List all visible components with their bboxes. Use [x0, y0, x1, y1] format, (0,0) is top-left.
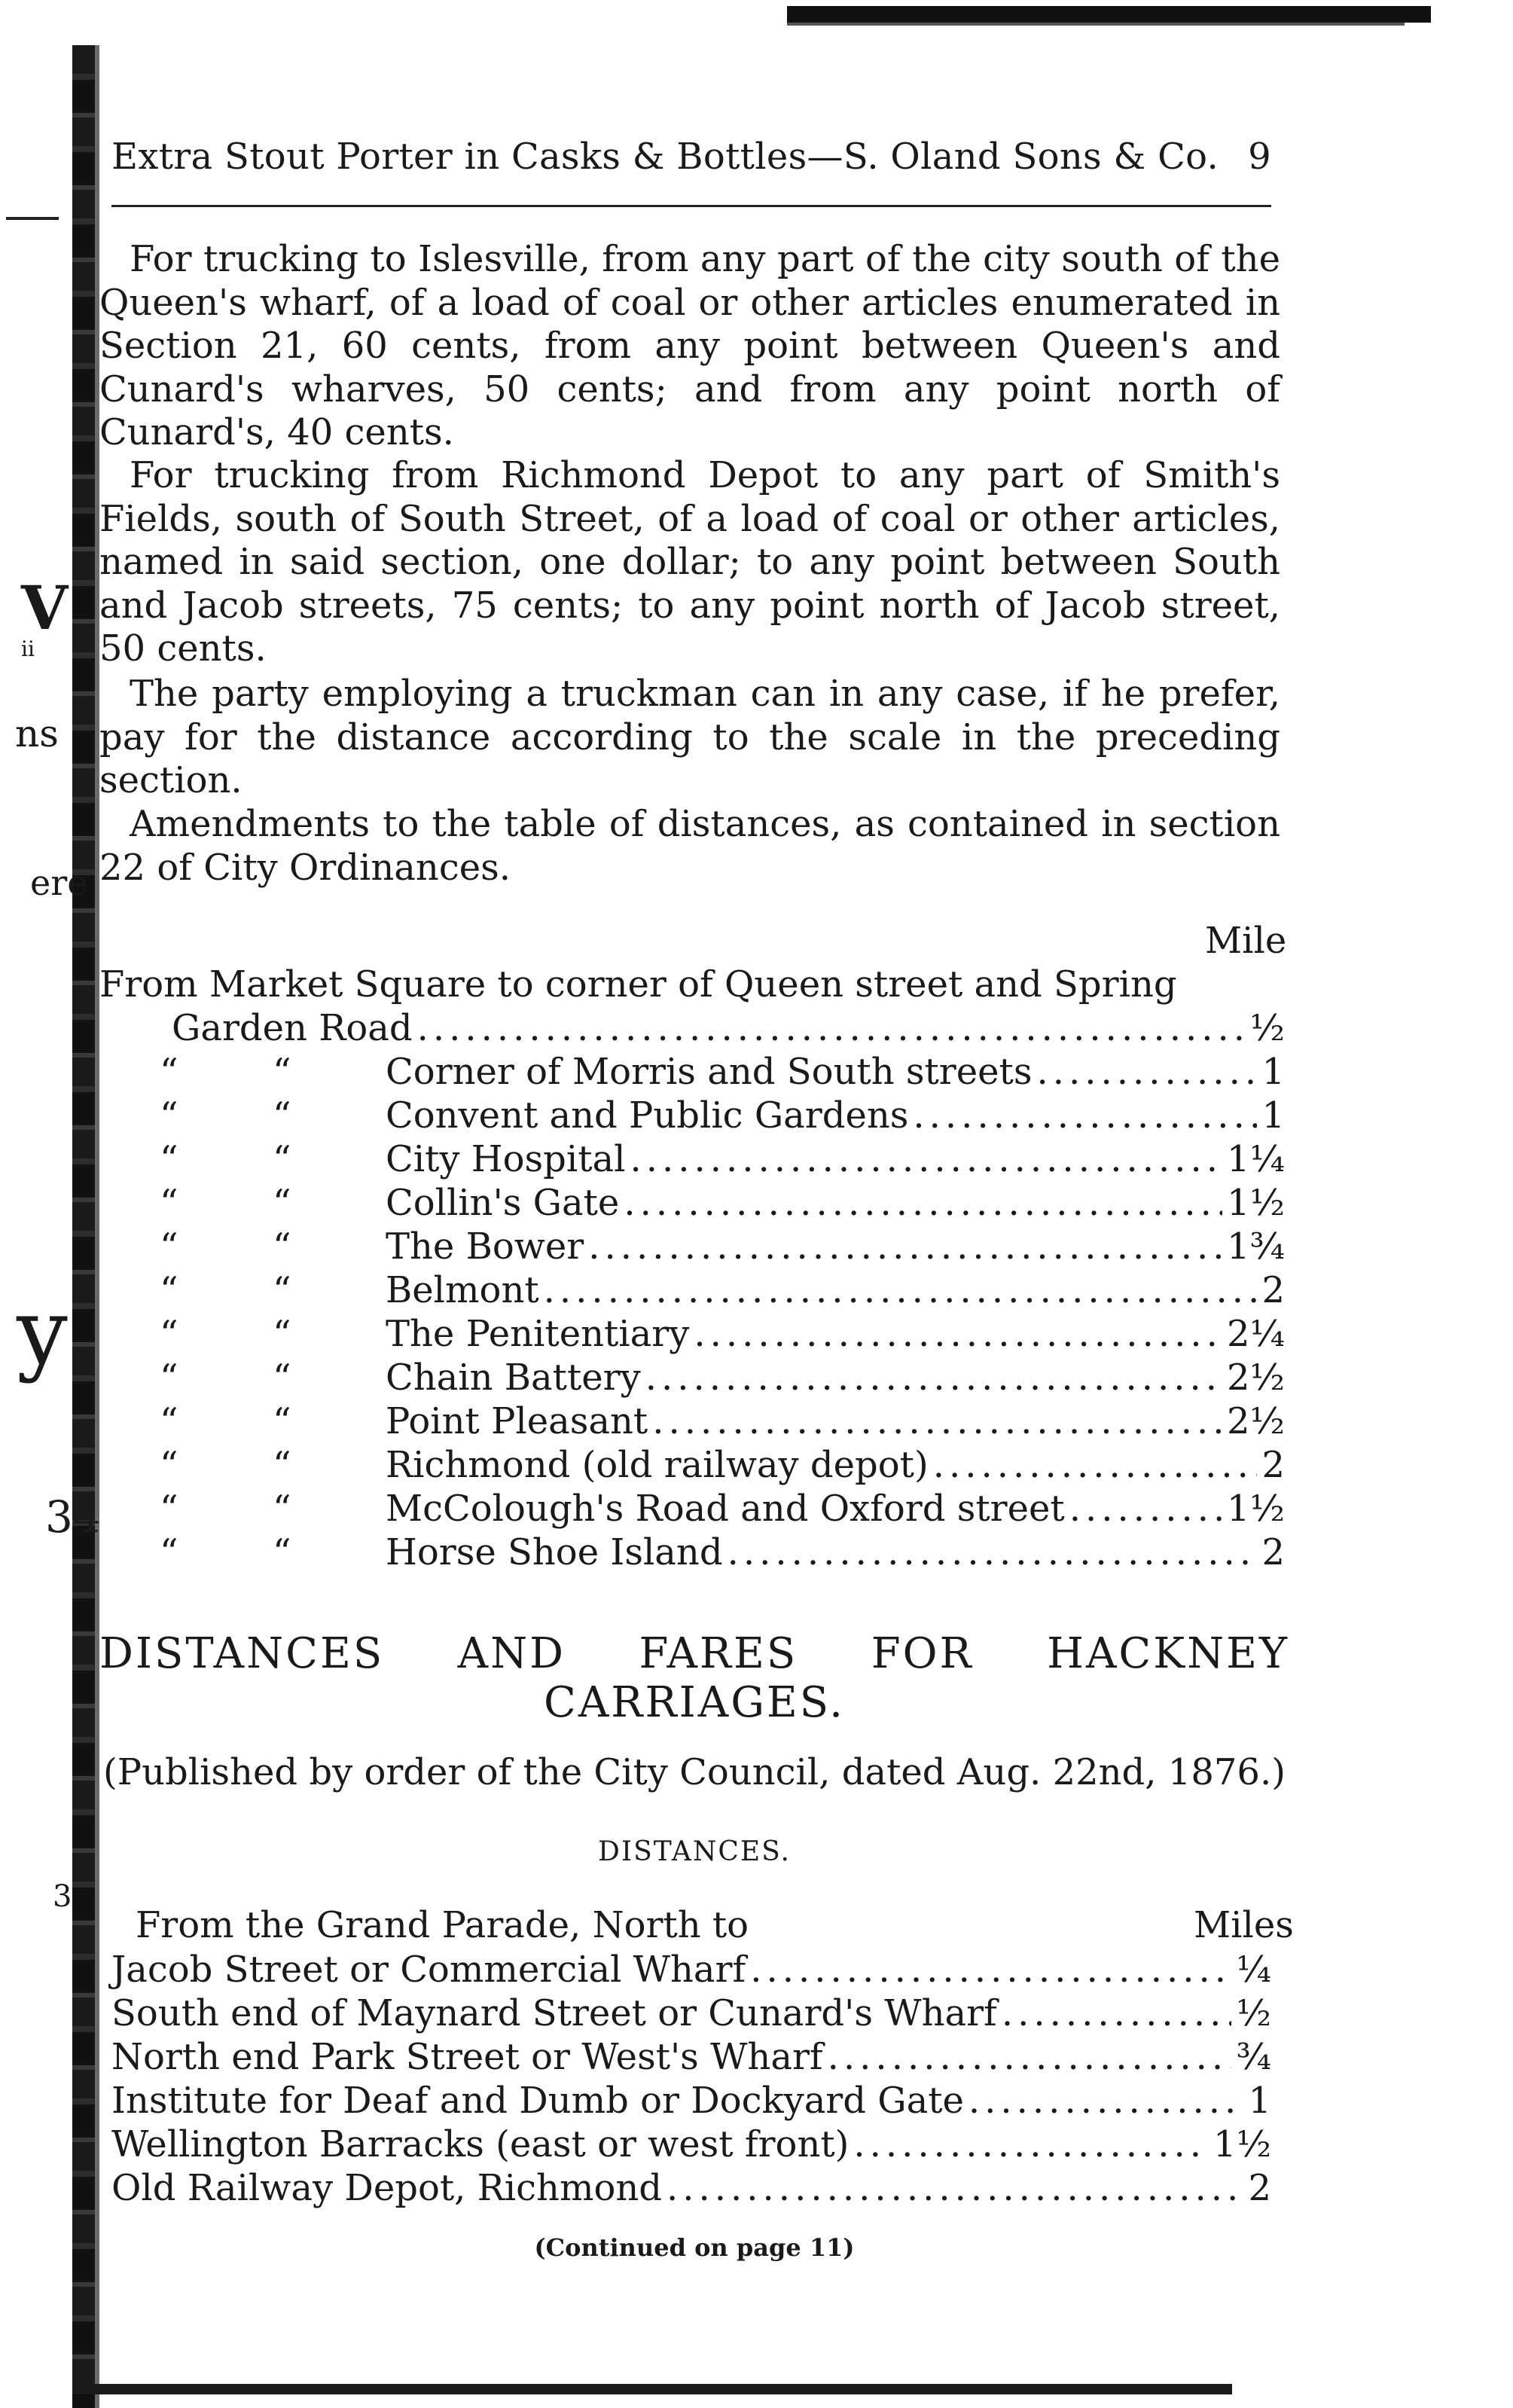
hackney-distance-row — [111, 1991, 1271, 2035]
ditto-mark: “ — [273, 1400, 291, 1442]
ditto-mark: “ — [273, 1225, 291, 1268]
section-title-word: DISTANCES — [99, 1629, 385, 1678]
ditto-mark: “ — [160, 1531, 178, 1573]
binding-spine — [72, 45, 95, 2408]
leader-dots — [667, 2166, 1243, 2210]
distance-row — [160, 1225, 1285, 1268]
ditto-mark: “ — [273, 1313, 291, 1355]
leader-dots — [544, 1268, 1258, 1312]
row-label-group — [160, 1531, 723, 1574]
row-label-group — [160, 1137, 625, 1181]
paragraph-richmond-depot — [99, 454, 1280, 671]
mile-column-header: Mile — [1205, 920, 1287, 962]
margin-dash — [6, 217, 59, 220]
leader-dots — [624, 1181, 1222, 1225]
leader-dots — [645, 1356, 1222, 1399]
row-label-group — [160, 1181, 619, 1225]
ditto-mark: “ — [273, 1138, 291, 1180]
row-value: 2½ — [1226, 1357, 1285, 1399]
ditto-mark: “ — [160, 1444, 178, 1486]
distance-row — [160, 1487, 1285, 1531]
ditto-mark: “ — [273, 1269, 291, 1311]
row-label: City Hospital — [386, 1138, 626, 1180]
ditto-mark: “ — [160, 1488, 178, 1530]
row-label-group — [160, 1356, 641, 1399]
row-label-group — [160, 1399, 648, 1443]
from-grand-parade-line: From the Grand Parade, North to — [136, 1904, 749, 1946]
ditto-mark: “ — [273, 1094, 291, 1137]
hackney-distance-row — [111, 2123, 1271, 2166]
row-value: ½ — [1236, 1992, 1271, 2034]
row-label: Garden Road — [172, 1007, 413, 1049]
paragraph-islesville — [99, 238, 1280, 455]
row-value: 1½ — [1226, 1182, 1285, 1224]
row-value: 1½ — [1226, 1488, 1285, 1530]
ditto-mark: “ — [160, 1225, 178, 1268]
distance-row — [160, 1181, 1285, 1225]
row-label: The Penitentiary — [386, 1313, 690, 1355]
row-label: Institute for Deaf and Dumb or Dockyard Gate — [111, 2080, 964, 2122]
margin-fragment: 34 — [45, 1491, 101, 1543]
ditto-mark: “ — [160, 1138, 178, 1180]
distance-row — [160, 1268, 1285, 1312]
row-value: 2 — [1261, 1531, 1285, 1573]
hackney-distance-row — [111, 2166, 1271, 2210]
row-label-group — [160, 1487, 1065, 1531]
row-label: Jacob Street or Commercial Wharf — [111, 1949, 746, 1991]
distance-row — [160, 1312, 1285, 1356]
ditto-mark: “ — [160, 1313, 178, 1355]
section-title-word: FARES — [639, 1629, 798, 1678]
ditto-mark: “ — [160, 1051, 178, 1093]
row-value: 2 — [1261, 1269, 1285, 1311]
leader-dots — [1002, 1991, 1232, 2035]
leader-dots — [828, 2035, 1232, 2079]
miles-column-header: Miles — [1194, 1904, 1294, 1946]
margin-fragment: ere — [30, 862, 88, 903]
distance-row — [160, 1531, 1285, 1574]
ditto-mark: “ — [273, 1357, 291, 1399]
ditto-mark: “ — [160, 1269, 178, 1311]
ditto-mark: “ — [273, 1444, 291, 1486]
row-label: North end Park Street or West's Wharf — [111, 2036, 823, 2078]
leader-dots — [630, 1137, 1222, 1181]
row-label: McColough's Road and Oxford street — [386, 1488, 1065, 1530]
hackney-distance-row — [111, 1948, 1271, 1991]
paragraph-amendments — [99, 803, 1280, 890]
section-title-word: AND — [457, 1629, 566, 1678]
head-rule — [111, 205, 1271, 207]
paragraph-text: For trucking from Richmond Depot to any part of Smith's Fields, south of South Street, of a load of coal or other articles, named in said section, one dollar; to any point between South and Jacob streets, 75 cents; to any point north of Jacob street, 50 cents. — [99, 454, 1280, 670]
scan-top-rule — [787, 6, 1431, 23]
page-number: 9 — [1248, 136, 1271, 178]
row-value: 1½ — [1213, 2123, 1271, 2165]
row-value: 2 — [1248, 2167, 1271, 2209]
continued-note: (Continued on page 11) — [534, 2233, 855, 2262]
row-label: Wellington Barracks (east or west front) — [111, 2123, 850, 2165]
distance-row — [160, 1443, 1285, 1487]
section-title-line2: CARRIAGES. — [544, 1678, 845, 1727]
hackney-distance-row — [111, 2079, 1271, 2123]
paragraph-text: Amendments to the table of distances, as contained in section 22 of City Ordinances. — [99, 803, 1280, 889]
leader-dots — [588, 1225, 1222, 1268]
distance-row — [172, 1006, 1285, 1050]
section-title-word: FOR — [871, 1629, 974, 1678]
leader-dots — [750, 1948, 1231, 1991]
running-head-title: Extra Stout Porter in Casks & Bottles—S. Oland Sons & Co. — [111, 136, 1219, 178]
section-title-word: HACKNEY — [1047, 1629, 1289, 1678]
row-label-group — [160, 1443, 929, 1487]
row-label-group — [160, 1050, 1032, 1094]
hackney-distance-row — [111, 2035, 1271, 2079]
leader-dots — [1036, 1050, 1257, 1094]
row-value: ¼ — [1236, 1949, 1271, 1991]
distances-subhead: DISTANCES. — [598, 1836, 791, 1867]
paragraph-text: The party employing a truckman can in any case, if he prefer, pay for the distance according to the scale in the preceding section. — [99, 673, 1280, 801]
ditto-mark: “ — [273, 1182, 291, 1224]
row-value: ½ — [1249, 1007, 1285, 1049]
row-label: Collin's Gate — [386, 1182, 620, 1224]
margin-fragment: 3 — [53, 1879, 72, 1914]
row-value: 1 — [1261, 1051, 1285, 1093]
ditto-mark: “ — [160, 1357, 178, 1399]
leader-dots — [913, 1094, 1257, 1137]
row-label: Belmont — [386, 1269, 539, 1311]
ditto-mark: “ — [160, 1400, 178, 1442]
ditto-mark: “ — [160, 1182, 178, 1224]
distance-row — [160, 1137, 1285, 1181]
leader-dots — [933, 1443, 1258, 1487]
running-head — [111, 136, 1271, 188]
row-value: ¾ — [1236, 2036, 1271, 2078]
row-value: 1 — [1248, 2080, 1271, 2122]
ditto-mark: “ — [273, 1488, 291, 1530]
margin-fragment: y — [17, 1280, 68, 1385]
margin-fragment: V — [21, 572, 69, 643]
from-market-square-line: From Market Square to corner of Queen street and Spring — [99, 963, 1177, 1006]
row-value: 2¼ — [1226, 1313, 1285, 1355]
row-label: Convent and Public Gardens — [386, 1094, 909, 1137]
row-label: The Bower — [386, 1225, 584, 1268]
leader-dots — [694, 1312, 1222, 1356]
paragraph-truckman — [99, 673, 1280, 803]
ditto-mark: “ — [273, 1051, 291, 1093]
leader-dots — [969, 2079, 1244, 2123]
leader-dots — [853, 2123, 1209, 2166]
row-label: Corner of Morris and South streets — [386, 1051, 1033, 1093]
paragraph-text: For trucking to Islesville, from any part of the city south of the Queen's wharf, of a load of coal or other articles enumerated in Section 21, 60 cents, from any point between Queen's and Cunard's wharves, 50 cents; and from any point north of Cunard's, 40 cents. — [99, 238, 1280, 453]
margin-fragment: ii — [21, 636, 35, 661]
scan-top-rule-thin — [787, 23, 1405, 26]
row-label: Point Pleasant — [386, 1400, 648, 1442]
row-value: 1 — [1261, 1094, 1285, 1137]
row-label-group — [160, 1312, 689, 1356]
leader-dots — [652, 1399, 1222, 1443]
ditto-mark: “ — [160, 1094, 178, 1137]
leader-dots — [728, 1531, 1258, 1574]
distance-row — [160, 1094, 1285, 1137]
row-label-group — [160, 1094, 908, 1137]
row-label: Richmond (old railway depot) — [386, 1444, 929, 1486]
section-title — [99, 1629, 1289, 1678]
distance-row — [160, 1399, 1285, 1443]
row-label: Horse Shoe Island — [386, 1531, 723, 1573]
row-label-group — [160, 1268, 539, 1312]
row-label-group — [160, 1225, 584, 1268]
margin-fragment: ns — [15, 712, 59, 755]
row-value: 1¾ — [1226, 1225, 1285, 1268]
distance-row — [160, 1050, 1285, 1094]
row-value: 1¼ — [1226, 1138, 1285, 1180]
row-value: 2½ — [1226, 1400, 1285, 1442]
row-label: Old Railway Depot, Richmond — [111, 2167, 662, 2209]
leader-dots — [1069, 1487, 1222, 1531]
distance-row — [160, 1356, 1285, 1399]
row-label: Chain Battery — [386, 1357, 641, 1399]
scan-bottom-bar — [72, 2384, 1232, 2394]
row-label: South end of Maynard Street or Cunard's Wharf — [111, 1992, 997, 2034]
row-value: 2 — [1261, 1444, 1285, 1486]
ditto-mark: “ — [273, 1531, 291, 1573]
published-note: (Published by order of the City Council, dated Aug. 22nd, 1876.) — [103, 1751, 1286, 1793]
leader-dots — [417, 1006, 1246, 1050]
